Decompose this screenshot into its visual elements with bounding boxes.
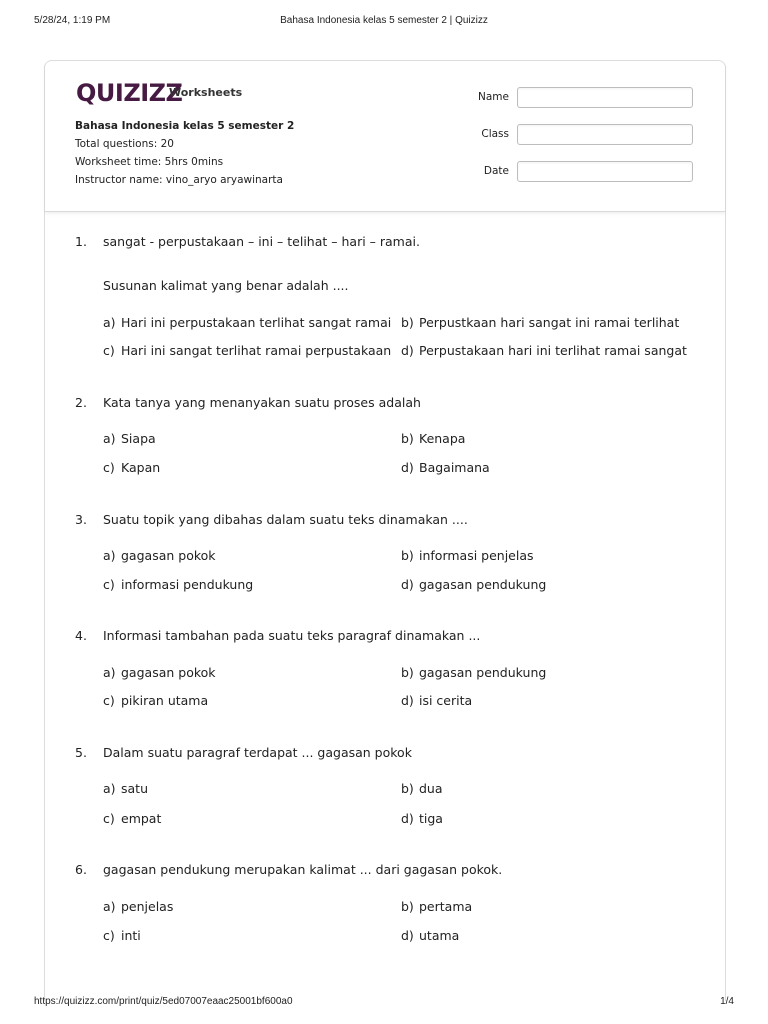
question-number: 1.	[75, 234, 87, 249]
question-text: Kata tanya yang menanyakan suatu proses adalah	[103, 395, 421, 410]
question-number: 5.	[75, 745, 87, 760]
question-number: 6.	[75, 862, 87, 877]
option-a: a) gagasan pokok	[103, 665, 216, 680]
option-c: c) pikiran utama	[103, 693, 209, 708]
option-b: b) Kenapa	[401, 431, 466, 446]
question-text: Dalam suatu paragraf terdapat ... gagasan pokok	[103, 745, 412, 760]
option-c: c) inti	[103, 928, 141, 943]
option-a: a) gagasan pokok	[103, 548, 216, 563]
option-c: c) informasi pendukung	[103, 577, 254, 592]
print-page-title: Bahasa Indonesia kelas 5 semester 2 | Quizizz	[280, 15, 488, 26]
option-b: b) informasi penjelas	[401, 548, 534, 563]
question-text: Informasi tambahan pada suatu teks paragraf dinamakan ...	[103, 628, 481, 643]
name-label: Name	[478, 91, 509, 103]
option-b: b) dua	[401, 781, 443, 796]
option-a: a) satu	[103, 781, 148, 796]
worksheet	[44, 60, 726, 1001]
print-datetime: 5/28/24, 1:19 PM	[34, 15, 111, 26]
option-a: a) Siapa	[103, 431, 156, 446]
question-number: 3.	[75, 512, 87, 527]
option-d: d) tiga	[401, 811, 443, 826]
option-d: d) utama	[401, 928, 460, 943]
worksheet-title: Bahasa Indonesia kelas 5 semester 2	[75, 120, 295, 132]
option-c: c) Kapan	[103, 460, 161, 475]
option-c: c) empat	[103, 811, 162, 826]
date-field[interactable]	[517, 161, 693, 182]
option-d: d) Perpustakaan hari ini terlihat ramai sangat	[401, 343, 687, 358]
option-c: c) Hari ini sangat terlihat ramai perpustakaan	[103, 343, 392, 358]
option-b: b) gagasan pendukung	[401, 665, 547, 680]
instructor-name: Instructor name: vino_aryo aryawinarta	[75, 174, 283, 186]
question-text: Suatu topik yang dibahas dalam suatu teks dinamakan ....	[103, 512, 468, 527]
print-url: https://quizizz.com/print/quiz/5ed07007eaac25001bf600a0	[34, 996, 293, 1007]
worksheets-label: Worksheets	[169, 86, 243, 99]
option-d: d) gagasan pendukung	[401, 577, 547, 592]
date-label: Date	[483, 165, 509, 177]
class-field[interactable]	[517, 124, 693, 145]
option-a: a) penjelas	[103, 899, 174, 914]
option-b: b) Perpustkaan hari sangat ini ramai terlihat	[401, 315, 680, 330]
option-b: b) pertama	[401, 899, 473, 914]
worksheet-time: Worksheet time: 5hrs 0mins	[75, 156, 224, 168]
question-number: 4.	[75, 628, 87, 643]
question-text: gagasan pendukung merupakan kalimat ... dari gagasan pokok.	[103, 862, 503, 877]
name-field[interactable]	[517, 87, 693, 108]
worksheet-header	[45, 61, 725, 212]
question-text-line-2: Susunan kalimat yang benar adalah ....	[103, 278, 349, 293]
total-questions: Total questions: 20	[75, 138, 174, 150]
option-d: d) Bagaimana	[401, 460, 490, 475]
quizizz-logo: QUIZIZZ	[76, 79, 183, 107]
class-label: Class	[481, 128, 509, 140]
print-page-number: 1/4	[720, 996, 734, 1007]
question-number: 2.	[75, 395, 87, 410]
option-d: d) isi cerita	[401, 693, 473, 708]
option-a: a) Hari ini perpustakaan terlihat sangat ramai	[103, 315, 392, 330]
question-text: sangat - perpustakaan – ini – telihat – hari – ramai.	[103, 234, 420, 249]
